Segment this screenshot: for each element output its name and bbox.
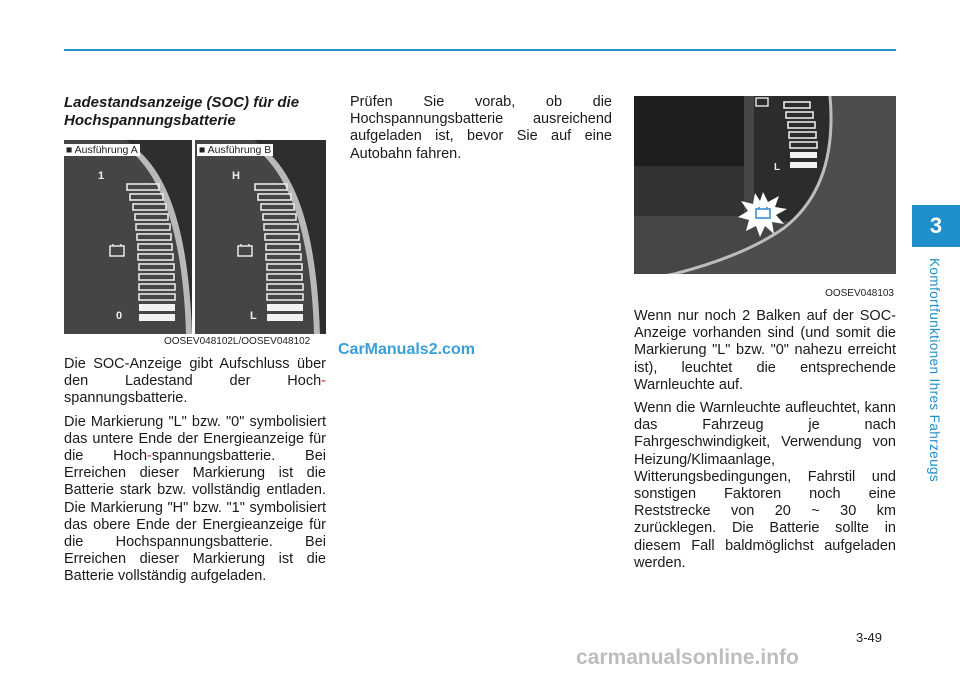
figure-right-code: OOSEV048103 — [825, 288, 894, 299]
figure-left-code: OOSEV048102L/OOSEV048102 — [164, 336, 311, 347]
column-1-body — [64, 356, 326, 592]
paragraph-soc-intro: Die SOC-Anzeige gibt Aufschluss über den Ladestand der Hoch-spannungsbatterie. — [64, 356, 326, 407]
paragraph-warning-light: Wenn nur noch 2 Balken auf der SOC-Anzeige vorhanden sind (und somit die Markierung "L" bzw. "0" nahezu erreicht ist), leuchtet die entsprechende Warnleuchte auf. — [634, 308, 896, 393]
column-3 — [634, 308, 896, 578]
paragraph-remaining-range: Wenn die Warnleuchte aufleuchtet, kann das Fahrzeug je nach Fahrgeschwindigkeit, Verwendung von Heizung/Klimaanlage, Witterungsbedingungen, Fahrstil und sonstigen Faktoren noch eine Reststrecke von 20 ~ 30 km zurücklegen. Die Batterie sollte in diesem Fall baldmöglichst aufgeladen werden. — [634, 400, 896, 571]
watermark-carmanuals2[interactable]: CarManuals2.com — [338, 341, 475, 358]
chapter-number-tab[interactable]: 3 — [912, 205, 960, 247]
gauge-a-bottom-label: 0 — [116, 310, 123, 322]
paragraph-highway: Prüfen Sie vorab, ob die Hochspannungsbatterie ausreichend aufgeladen ist, bevor Sie auf eine Autobahn fahren. — [350, 94, 612, 162]
gauge-b-top-label: H — [232, 170, 240, 182]
warning-light-figure — [634, 96, 896, 302]
watermark-carmanualsonline[interactable]: carmanualsonline.info — [576, 646, 799, 669]
variant-a-label: ■ Ausführung A — [66, 144, 138, 156]
gauge-right-bottom-label: L — [774, 162, 781, 173]
paragraph-marking: Die Markierung "L" bzw. "0" symbolisiert das untere Ende der Energieanzeige für die Hoch-spannungsbatterie. Bei Erreichen dieser Markierung ist die Batterie stark bzw. vollständig entladen. Die Markierung "H" bzw. "1" symbolisiert das obere Ende der Energieanzeige für die Hochspannungsbatterie. Bei Erreichen dieser Markierung ist die Batterie vollständig aufgeladen. — [64, 413, 326, 585]
section-heading: Ladestandsanzeige (SOC) für die Hochspannungsbatterie — [64, 94, 300, 129]
page-number: 3-49 — [856, 630, 883, 645]
column-2 — [350, 94, 612, 169]
chapter-title: Komfortfunktionen Ihres Fahrzeugs — [927, 258, 942, 483]
gauge-b-bottom-label: L — [250, 310, 257, 322]
soc-gauge-figure — [64, 140, 326, 334]
header-rule — [64, 49, 896, 51]
gauge-a-top-label: 1 — [98, 170, 105, 182]
warning-light-illustration — [634, 96, 896, 302]
column-1 — [64, 94, 326, 138]
variant-b-label: ■ Ausführung B — [199, 144, 272, 156]
